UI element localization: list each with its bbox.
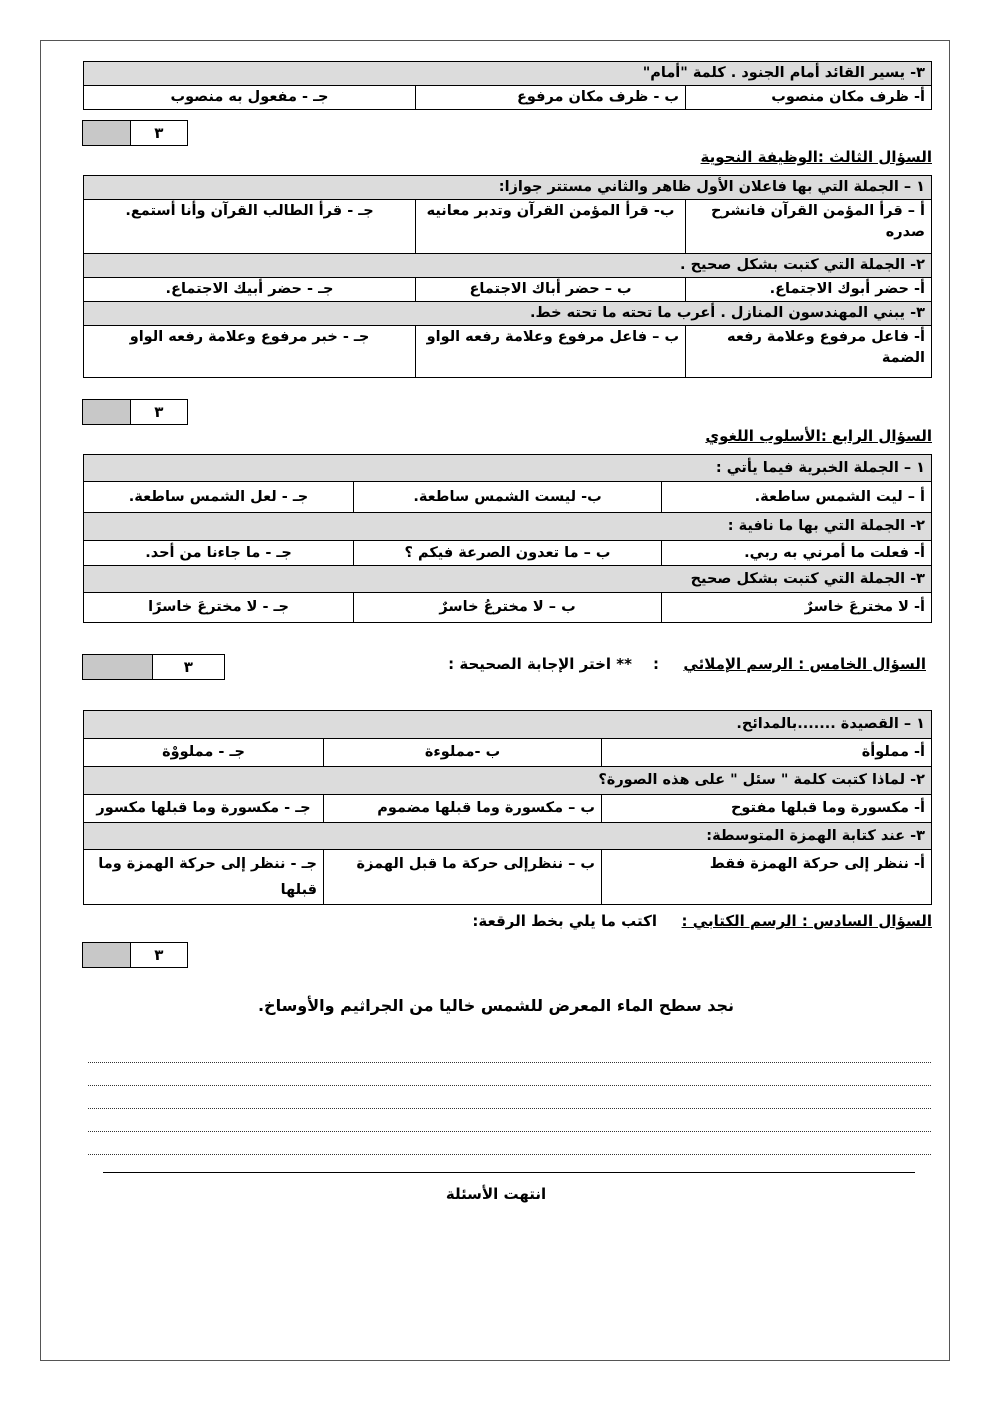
q6-title: السؤال السادس : الرسم الكتابي : bbox=[681, 912, 932, 930]
q5-separator: : bbox=[653, 655, 659, 673]
option-a[interactable]: أ- ظرف مكان منصوب bbox=[686, 86, 932, 110]
score-box-q2: ٣ bbox=[82, 120, 188, 146]
score-box-q6: ٣ bbox=[82, 942, 188, 968]
option-a[interactable]: أ – ليت الشمس ساطعة. bbox=[662, 482, 932, 513]
footer-end-text: انتهت الأسئلة bbox=[445, 1185, 547, 1203]
writing-line[interactable] bbox=[88, 1154, 931, 1155]
end-rule bbox=[103, 1172, 915, 1173]
option-c[interactable]: جـ - لا مخترعَ خاسرًا bbox=[84, 593, 354, 623]
option-c[interactable]: جـ - مفعول به منصوب bbox=[84, 86, 416, 110]
q3-item-3-stem: ٣- يبني المهندسون المنازل . أعرب ما تحته ما تحته خط. bbox=[84, 302, 932, 326]
option-a[interactable]: أ- حضر أبوك الاجتماع. bbox=[686, 278, 932, 302]
option-c[interactable]: جـ - لعل الشمس ساطعة. bbox=[84, 482, 354, 513]
option-b[interactable]: ب- ليست الشمس ساطعة. bbox=[354, 482, 662, 513]
option-b[interactable]: ب - ظرف مكان مرفوع bbox=[416, 86, 686, 110]
q5-item-2-stem: ٢- لماذا كتبت كلمة " سئل " على هذه الصورة؟ bbox=[84, 767, 932, 795]
option-c[interactable]: جـ - قرأ الطالب القرآن وأنا أستمع. bbox=[84, 200, 416, 254]
option-b[interactable]: ب – ننظرإلى حركة ما قبل الهمزة bbox=[324, 850, 602, 905]
q5-item-3-stem: ٣- عند كتابة الهمزة المتوسطة: bbox=[84, 823, 932, 850]
option-a[interactable]: أ- فاعل مرفوع وعلامة رفعه الضمة bbox=[686, 326, 932, 378]
q2-item-3-stem: ٣- يسير القائد أمام الجنود . كلمة "أمام" bbox=[84, 62, 932, 86]
score-box-q5: ٣ bbox=[82, 654, 225, 680]
q4-item-2-stem: ٢- الجملة التي بها ما نافية : bbox=[84, 513, 932, 541]
option-c[interactable]: جـ - مكسورة وما قبلها مكسور bbox=[84, 795, 324, 823]
q3-item-1-stem: ١ – الجملة التي بها فاعلان الأول ظاهر والثاني مستتر جوازا: bbox=[84, 176, 932, 200]
option-b[interactable]: ب – حضر أباك الاجتماع bbox=[416, 278, 686, 302]
option-a[interactable]: أ- مكسورة وما قبلها مفتوح bbox=[602, 795, 932, 823]
q3-title: السؤال الثالث :الوظيفة النحوية bbox=[700, 148, 932, 166]
option-a[interactable]: أ- ننظر إلى حركة الهمزة فقط bbox=[602, 850, 932, 905]
option-c[interactable]: جـ - ننظر إلى حركة الهمزة وما قبلها bbox=[84, 850, 324, 905]
option-c[interactable]: جـ - حضر أبيك الاجتماع. bbox=[84, 278, 416, 302]
option-b[interactable]: ب -مملوءة bbox=[324, 739, 602, 767]
option-b[interactable]: ب – فاعل مرفوع وعلامة رفعه الواو bbox=[416, 326, 686, 378]
option-c[interactable]: جـ - خبر مرفوع وعلامة رفعه الواو bbox=[84, 326, 416, 378]
option-b[interactable]: ب – لا مخترعُ خاسرٌ bbox=[354, 593, 662, 623]
q3-item-2-stem: ٢- الجملة التي كتبت بشكل صحيح . bbox=[84, 254, 932, 278]
q5-table bbox=[83, 710, 932, 905]
q6-sentence: نجد سطح الماء المعرض للشمس خاليا من الجراثيم والأوساخ. bbox=[257, 996, 735, 1015]
q4-title: السؤال الرابع :الأسلوب اللغوي bbox=[705, 427, 932, 445]
q5-title: السؤال الخامس : الرسم الإملائي bbox=[683, 655, 926, 673]
option-a[interactable]: أ- فعلت ما أمرني به ربي. bbox=[662, 541, 932, 566]
option-b[interactable]: ب – مكسورة وما قبلها مضموم bbox=[324, 795, 602, 823]
q3-table bbox=[83, 175, 932, 378]
writing-line[interactable] bbox=[88, 1062, 931, 1063]
q4-table bbox=[83, 454, 932, 623]
option-a[interactable]: أ- مملوأة bbox=[602, 739, 932, 767]
option-a[interactable]: أ- لا مخترعَ خاسرٌ bbox=[662, 593, 932, 623]
q5-instruction: ** اختر الإجابة الصحيحة : bbox=[448, 655, 632, 673]
option-c[interactable]: جـ - ما جاءنا من أحد. bbox=[84, 541, 354, 566]
score-box-q3: ٣ bbox=[82, 399, 188, 425]
option-c[interactable]: جـ - مملووْة bbox=[84, 739, 324, 767]
writing-line[interactable] bbox=[88, 1108, 931, 1109]
q5-item-1-stem: ١ – القصيدة .......بالمدائح. bbox=[84, 711, 932, 739]
q2-tail-table bbox=[83, 61, 932, 110]
writing-line[interactable] bbox=[88, 1085, 931, 1086]
option-b[interactable]: ب- قرأ المؤمن القرآن وتدبر معانيه bbox=[416, 200, 686, 254]
option-b[interactable]: ب – ما تعدون الصرعة فيكم ؟ bbox=[354, 541, 662, 566]
q4-item-3-stem: ٣- الجملة التي كتبت بشكل صحيح bbox=[84, 566, 932, 593]
q4-item-1-stem: ١ – الجملة الخبرية فيما يأتي : bbox=[84, 455, 932, 482]
writing-line[interactable] bbox=[88, 1131, 931, 1132]
option-a[interactable]: أ – قرأ المؤمن القرآن فانشرح صدره bbox=[686, 200, 932, 254]
q6-instruction: اكتب ما يلي بخط الرقعة: bbox=[472, 912, 657, 930]
